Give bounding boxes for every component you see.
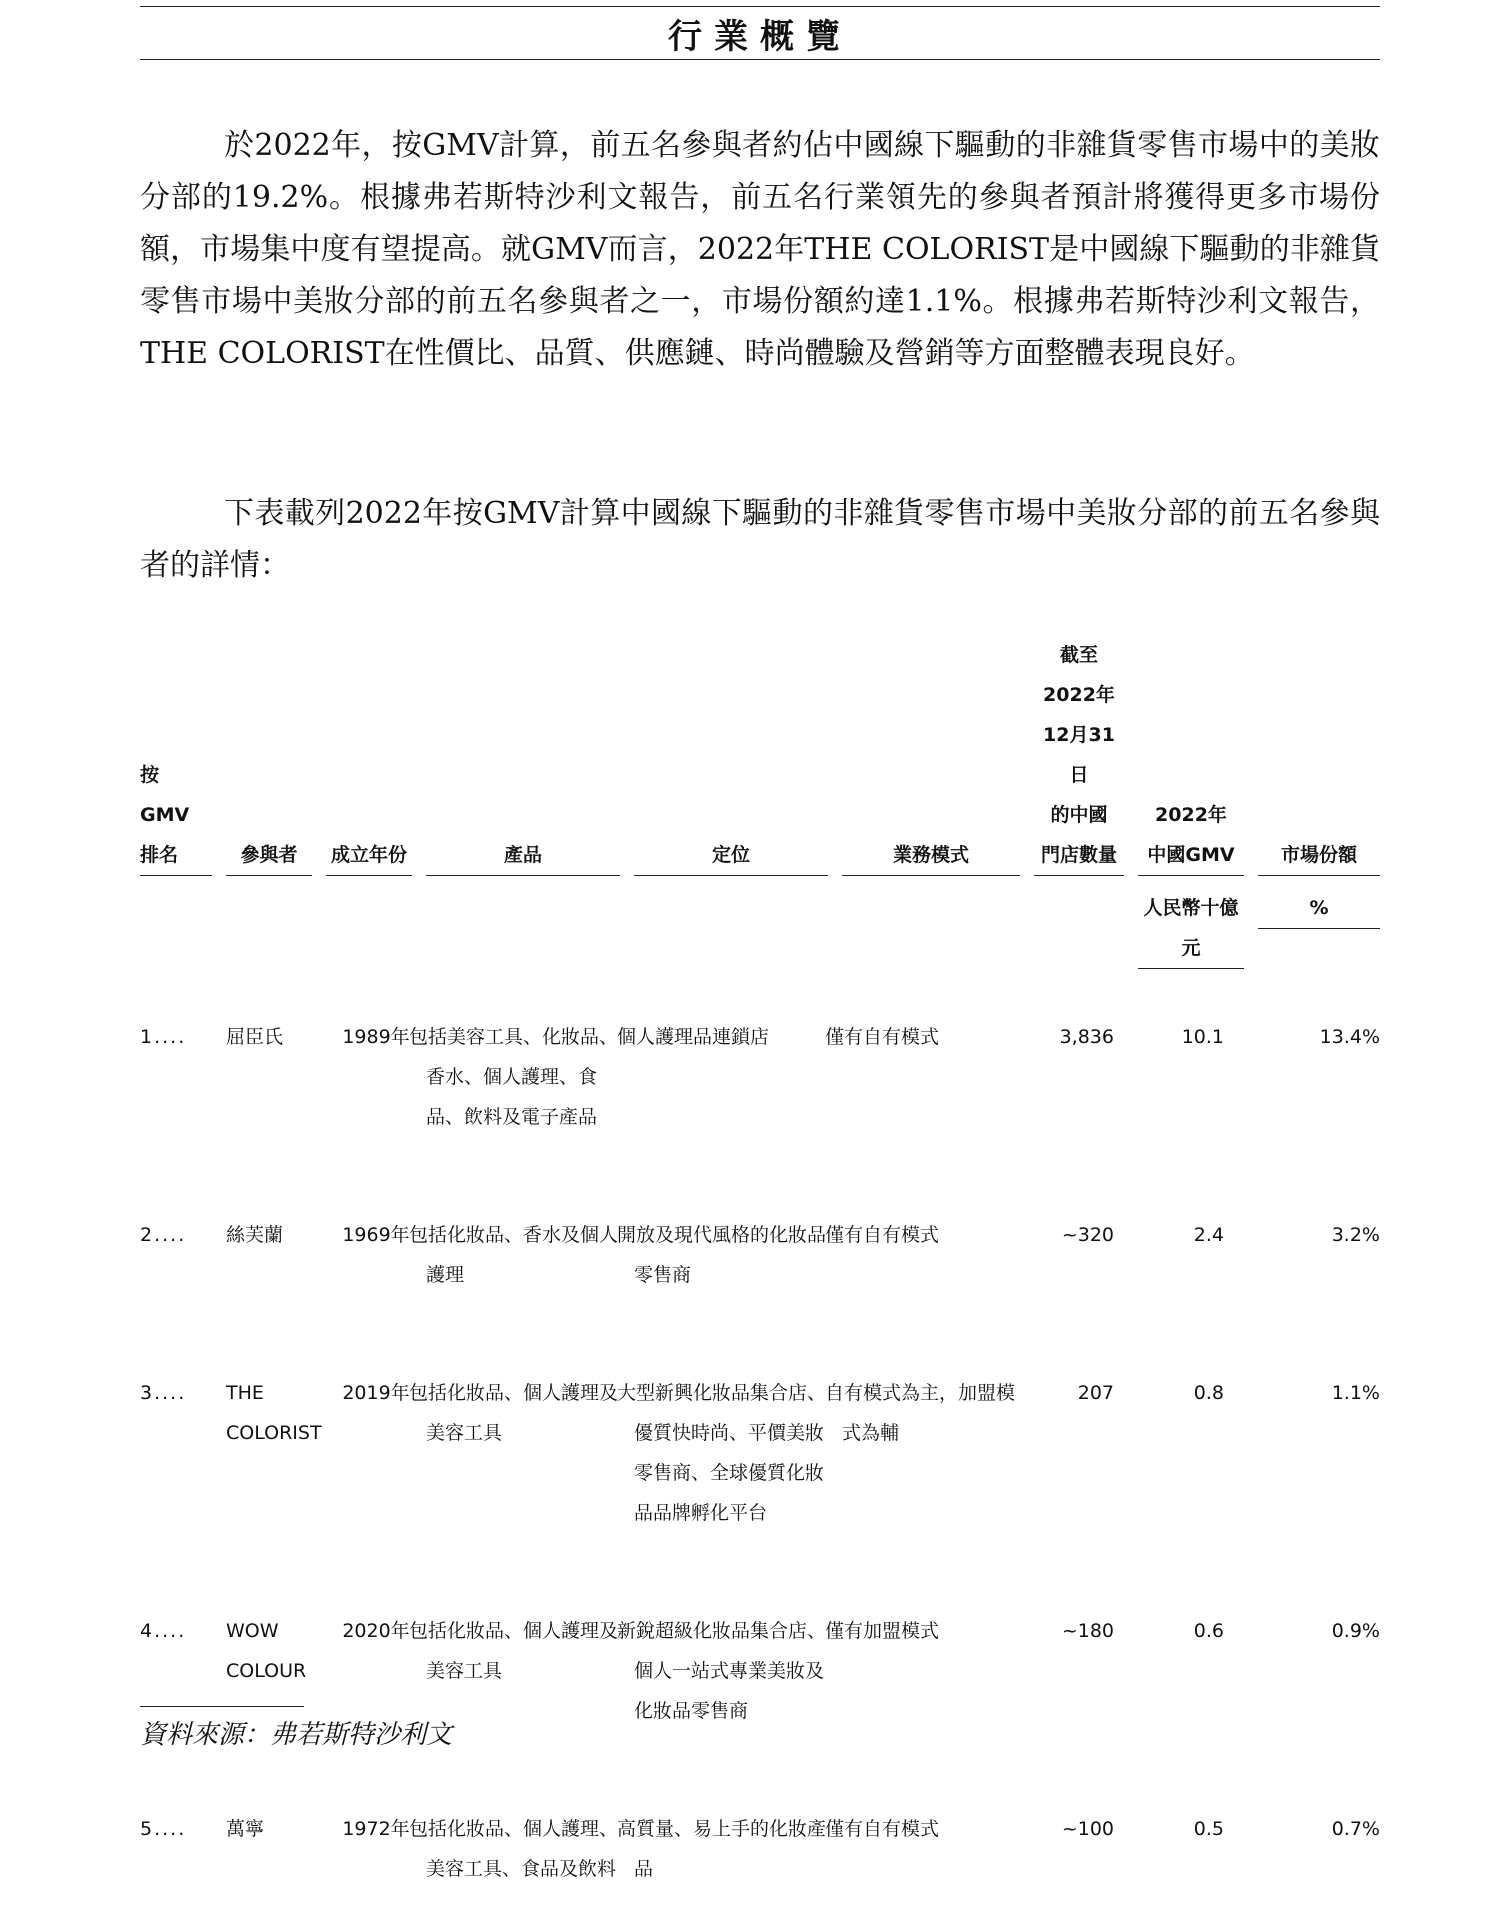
cell-positioning: 個人護理品連鎖店 — [617, 1026, 770, 1048]
cell-gmv: 0.5 — [1193, 1818, 1224, 1840]
source-footnote: 資料來源：弗若斯特沙利文 — [140, 1720, 453, 1750]
cell-gmv: 0.8 — [1193, 1382, 1224, 1404]
table-row — [140, 969, 1380, 1167]
cell-founded: 1972年 — [342, 1818, 410, 1840]
cell-founded: 1969年 — [342, 1224, 410, 1246]
cell-products: 包括化妝品、香水及個人護理 — [409, 1224, 619, 1286]
cell-rank: 3.... — [140, 1382, 187, 1404]
page-header — [140, 6, 1380, 60]
cell-market-share: 0.9% — [1331, 1620, 1380, 1642]
cell-rank: 4.... — [140, 1620, 187, 1642]
cell-store-count: ~100 — [1061, 1818, 1114, 1840]
cell-gmv: 2.4 — [1193, 1224, 1224, 1246]
paragraph-market-share: 於2022年，按GMV計算，前五名參與者約佔中國線下驅動的非雜貨零售市場中的美妝分部的19.2%。根據弗若斯特沙利文報告，前五名行業領先的參與者預計將獲得更多市場份額，市場集中度有望提高。就GMV而言，2022年THE COLORIST是中國線下驅動的非雜貨零售市場中美妝分部的前五名參與者之一，市場份額約達1.1%。根據弗若斯特沙利文報告，THE COLORIST在性價比、品質、供應鏈、時尚體驗及營銷等方面整體表現良好。 — [140, 128, 1380, 371]
cell-participant: WOW COLOUR — [226, 1620, 307, 1682]
cell-participant: 萬寧 — [226, 1818, 265, 1840]
cell-founded: 2019年 — [342, 1382, 410, 1404]
header-business-model: 業務模式 — [842, 635, 1034, 880]
cell-founded: 1989年 — [342, 1026, 410, 1048]
table-row — [140, 1761, 1380, 1919]
header-rank: 按 GMV 排名 — [140, 635, 212, 880]
cell-positioning: 大型新興化妝品集合店、優質快時尚、平價美妝零售商、全球優質化妝品品牌孵化平台 — [617, 1382, 827, 1524]
cell-participant: 絲芙蘭 — [226, 1224, 284, 1246]
cell-rank: 2.... — [140, 1224, 187, 1246]
header-products: 產品 — [426, 635, 634, 880]
cell-positioning: 開放及現代風格的化妝品零售商 — [617, 1224, 827, 1286]
header-participant: 參與者 — [212, 635, 326, 880]
page-title: 行業概覽 — [668, 16, 852, 57]
cell-products: 包括化妝品、個人護理及美容工具 — [409, 1620, 619, 1682]
header-founded: 成立年份 — [326, 635, 426, 880]
cell-business-model: 自有模式為主，加盟模式為輔 — [825, 1382, 1016, 1444]
cell-market-share: 0.7% — [1331, 1818, 1380, 1840]
paragraph-table-intro: 下表載列2022年按GMV計算中國線下驅動的非雜貨零售市場中美妝分部的前五名參與者的詳情： — [140, 496, 1380, 583]
cell-gmv: 0.6 — [1193, 1620, 1224, 1642]
cell-market-share: 3.2% — [1331, 1224, 1380, 1246]
cell-market-share: 1.1% — [1331, 1382, 1380, 1404]
unit-gmv: 人民幣十億元 — [1138, 880, 1258, 969]
cell-products: 包括化妝品、個人護理及美容工具 — [409, 1382, 619, 1444]
table-header-row — [140, 635, 1380, 880]
cell-store-count: ~180 — [1061, 1620, 1114, 1642]
cell-products: 包括化妝品、個人護理、美容工具、食品及飲料 — [409, 1818, 619, 1880]
cell-positioning: 高質量、易上手的化妝產品 — [617, 1818, 827, 1880]
cell-founded: 2020年 — [342, 1620, 410, 1642]
cell-business-model: 僅有自有模式 — [825, 1818, 940, 1840]
cell-products: 包括美容工具、化妝品、香水、個人護理、食品、飲料及電子產品 — [409, 1026, 619, 1128]
cell-positioning: 新銳超級化妝品集合店、個人一站式專業美妝及化妝品零售商 — [617, 1620, 827, 1722]
cell-store-count: ~320 — [1061, 1224, 1114, 1246]
footnote-rule — [140, 1706, 304, 1707]
table-row — [140, 1167, 1380, 1325]
header-positioning: 定位 — [634, 635, 842, 880]
cell-market-share: 13.4% — [1319, 1026, 1380, 1048]
cell-gmv: 10.1 — [1181, 1026, 1224, 1048]
cell-participant: THE COLORIST — [226, 1382, 322, 1444]
table-row — [140, 1325, 1380, 1563]
cell-rank: 5.... — [140, 1818, 187, 1840]
header-market-share: 市場份額 — [1258, 635, 1380, 880]
header-store-count: 截至2022年 12月31日 的中國 門店數量 — [1034, 635, 1138, 880]
header-gmv: 2022年 中國GMV — [1138, 635, 1258, 880]
cell-rank: 1.... — [140, 1026, 187, 1048]
table-units-row — [140, 880, 1380, 969]
cell-store-count: 207 — [1077, 1382, 1114, 1404]
cell-store-count: 3,836 — [1059, 1026, 1114, 1048]
unit-market-share: % — [1258, 880, 1380, 969]
cell-business-model: 僅有加盟模式 — [825, 1620, 940, 1642]
cell-business-model: 僅有自有模式 — [825, 1224, 940, 1246]
cell-business-model: 僅有自有模式 — [825, 1026, 940, 1048]
cell-participant: 屈臣氏 — [226, 1026, 284, 1048]
